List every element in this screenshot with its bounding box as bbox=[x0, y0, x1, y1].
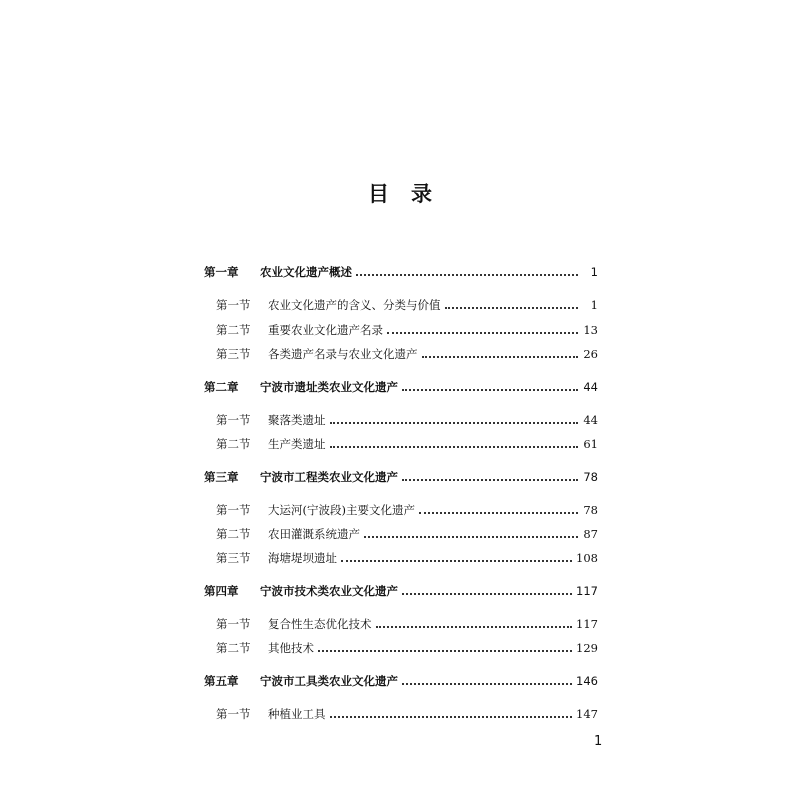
toc-chapter-entry bbox=[204, 375, 598, 399]
dot-leader bbox=[364, 522, 578, 546]
toc-section-entry bbox=[204, 702, 598, 726]
chapter-title: 宁波市遗址类农业文化遗产 bbox=[260, 380, 398, 394]
section-label: 第三节 bbox=[216, 551, 251, 565]
section-label: 第三节 bbox=[216, 347, 251, 361]
section-label: 第二节 bbox=[216, 437, 251, 451]
section-label: 第二节 bbox=[216, 323, 251, 337]
dot-leader bbox=[402, 669, 572, 693]
page-ref: 13 bbox=[583, 323, 598, 337]
section-label: 第一节 bbox=[216, 298, 251, 312]
dot-leader bbox=[402, 375, 578, 399]
page-title: 目录 bbox=[368, 182, 454, 206]
dot-leader bbox=[419, 498, 578, 522]
section-title: 海塘堤坝遗址 bbox=[268, 551, 337, 565]
dot-leader bbox=[341, 546, 572, 570]
page-ref: 117 bbox=[576, 584, 598, 598]
page-ref: 129 bbox=[576, 641, 598, 655]
section-title: 聚落类遗址 bbox=[268, 413, 326, 427]
chapter-label: 第一章 bbox=[204, 265, 239, 279]
section-title: 其他技术 bbox=[268, 641, 314, 655]
dot-leader bbox=[356, 260, 578, 284]
section-label: 第一节 bbox=[216, 707, 251, 721]
page-ref: 78 bbox=[583, 470, 598, 484]
toc-section-entry bbox=[204, 498, 598, 522]
toc-section-entry bbox=[204, 612, 598, 636]
page-ref: 1 bbox=[590, 265, 598, 279]
section-title: 大运河(宁波段)主要文化遗产 bbox=[268, 503, 415, 517]
page-ref: 108 bbox=[576, 551, 598, 565]
chapter-title: 宁波市技术类农业文化遗产 bbox=[260, 584, 398, 598]
dot-leader bbox=[330, 702, 573, 726]
page-number: 1 bbox=[594, 734, 603, 749]
toc-section-entry bbox=[204, 432, 598, 456]
toc-chapter-entry bbox=[204, 579, 598, 603]
page-ref: 26 bbox=[583, 347, 598, 361]
toc-section-entry bbox=[204, 522, 598, 546]
section-label: 第二节 bbox=[216, 641, 251, 655]
page-ref: 44 bbox=[583, 413, 598, 427]
toc-section-entry bbox=[204, 408, 598, 432]
chapter-label: 第三章 bbox=[204, 470, 239, 484]
page-ref: 44 bbox=[583, 380, 598, 394]
section-label: 第一节 bbox=[216, 413, 251, 427]
dot-leader bbox=[376, 612, 573, 636]
dot-leader bbox=[387, 318, 578, 342]
toc-section-entry bbox=[204, 318, 598, 342]
page-ref: 117 bbox=[576, 617, 598, 631]
section-title: 重要农业文化遗产名录 bbox=[268, 323, 383, 337]
toc-section-entry bbox=[204, 546, 598, 570]
chapter-label: 第四章 bbox=[204, 584, 239, 598]
page-ref: 87 bbox=[583, 527, 598, 541]
section-title: 复合性生态优化技术 bbox=[268, 617, 372, 631]
page-ref: 61 bbox=[583, 437, 598, 451]
section-label: 第一节 bbox=[216, 503, 251, 517]
dot-leader bbox=[318, 636, 572, 660]
dot-leader bbox=[402, 465, 578, 489]
toc-chapter-entry bbox=[204, 465, 598, 489]
dot-leader bbox=[330, 408, 579, 432]
section-label: 第一节 bbox=[216, 617, 251, 631]
chapter-title: 宁波市工具类农业文化遗产 bbox=[260, 674, 398, 688]
section-title: 各类遗产名录与农业文化遗产 bbox=[268, 347, 418, 361]
section-title: 农业文化遗产的含义、分类与价值 bbox=[268, 298, 441, 312]
dot-leader bbox=[445, 293, 579, 317]
section-title: 种植业工具 bbox=[268, 707, 326, 721]
section-title: 生产类遗址 bbox=[268, 437, 326, 451]
chapter-title: 宁波市工程类农业文化遗产 bbox=[260, 470, 398, 484]
section-title: 农田灌溉系统遗产 bbox=[268, 527, 360, 541]
chapter-label: 第二章 bbox=[204, 380, 239, 394]
page-ref: 147 bbox=[576, 707, 598, 721]
toc-section-entry bbox=[204, 293, 598, 317]
toc-section-entry bbox=[204, 636, 598, 660]
chapter-title: 农业文化遗产概述 bbox=[260, 265, 352, 279]
page-ref: 146 bbox=[576, 674, 598, 688]
page-ref: 1 bbox=[590, 298, 598, 312]
toc-section-entry bbox=[204, 342, 598, 366]
section-label: 第二节 bbox=[216, 527, 251, 541]
toc-chapter-entry bbox=[204, 669, 598, 693]
dot-leader bbox=[330, 432, 579, 456]
dot-leader bbox=[402, 579, 572, 603]
dot-leader bbox=[422, 342, 579, 366]
chapter-label: 第五章 bbox=[204, 674, 239, 688]
page-ref: 78 bbox=[583, 503, 598, 517]
toc-chapter-entry bbox=[204, 260, 598, 284]
